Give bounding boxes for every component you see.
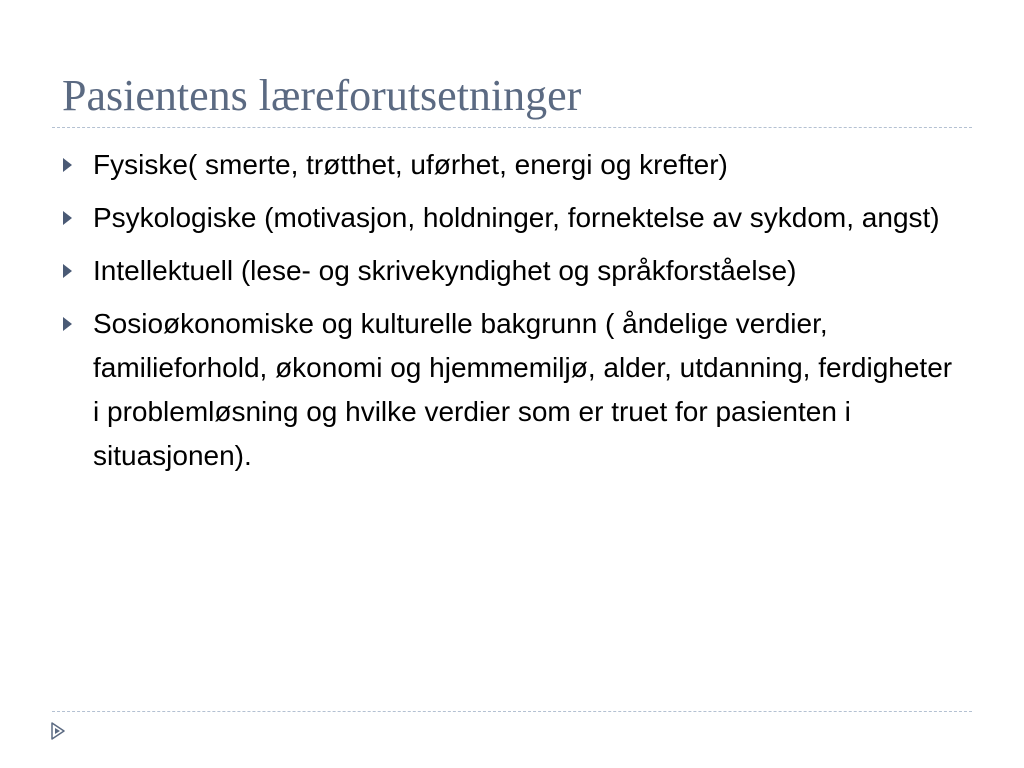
nav-next-arrow-icon[interactable] — [50, 722, 66, 740]
bullet-item — [60, 143, 960, 187]
bullet-text: Fysiske( smerte, trøtthet, uførhet, energi og krefter) — [93, 149, 728, 180]
bullet-text: Psykologiske (motivasjon, holdninger, fornektelse av sykdom, angst) — [93, 202, 940, 233]
bullet-triangle-icon — [63, 158, 72, 172]
bullet-text: Intellektuell (lese- og skrivekyndighet og språkforståelse) — [93, 255, 797, 286]
bullet-triangle-icon — [63, 264, 72, 278]
bullet-item — [60, 302, 960, 478]
bullet-list — [60, 143, 960, 487]
bullet-text: Sosioøkonomiske og kulturelle bakgrunn ( åndelige verdier, familieforhold, økonomi og hjemmemiljø, alder, utdanning, ferdigheter i problemløsning og hvilke verdier som er truet for pasienten i situasjonen). — [93, 308, 953, 471]
bullet-item — [60, 196, 960, 240]
bullet-triangle-icon — [63, 317, 72, 331]
bullet-triangle-icon — [63, 211, 72, 225]
slide-title: Pasientens læreforutsetninger — [62, 71, 582, 120]
title-divider — [52, 127, 972, 128]
bullet-item — [60, 249, 960, 293]
footer-divider — [52, 711, 972, 712]
